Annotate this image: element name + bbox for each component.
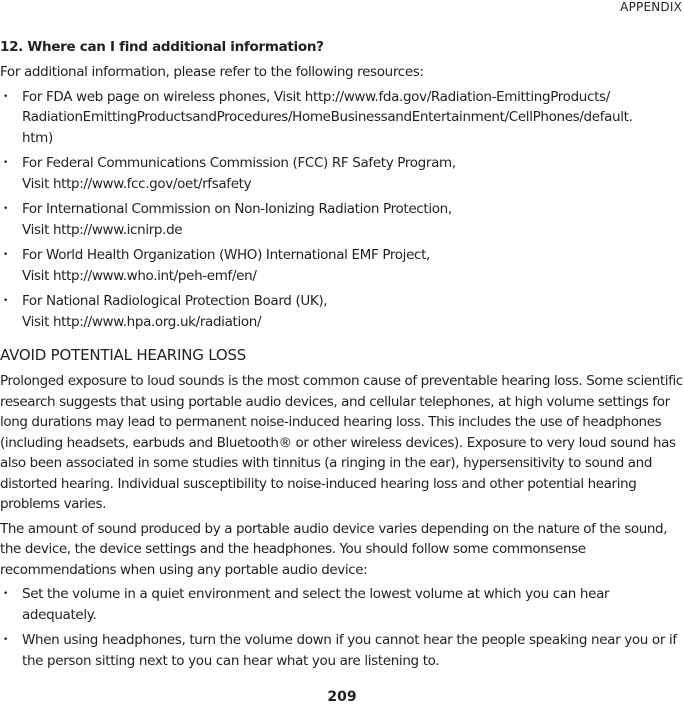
resource-line: Visit http://www.who.int/peh-emf/en/	[22, 267, 257, 284]
list-item	[0, 199, 684, 240]
list-item	[0, 245, 684, 286]
resource-line: For International Commission on Non-Ionizing Radiation Protection,	[22, 201, 452, 217]
resource-line: For National Radiological Protection Board (UK),	[22, 293, 328, 309]
faq-question-title: 12. Where can I find additional information?	[0, 39, 324, 55]
list-item	[0, 630, 684, 671]
list-item	[0, 87, 684, 149]
recommendation-text: Set the volume in a quiet environment and select the lowest volume at which you can hear adequately.	[22, 586, 610, 623]
page-content	[0, 37, 684, 676]
section-heading-hearing-loss: AVOID POTENTIAL HEARING LOSS	[0, 346, 247, 364]
list-item	[0, 584, 684, 625]
list-item	[0, 153, 684, 194]
faq-intro: For additional information, please refer to the following resources:	[0, 64, 424, 80]
resource-line: For World Health Organization (WHO) International EMF Project,	[22, 247, 431, 263]
recommendation-list	[0, 584, 684, 671]
page-number: 209	[327, 689, 357, 705]
bullet-icon: •	[3, 296, 8, 306]
bullet-icon: •	[3, 589, 8, 599]
resource-line: Visit http://www.fcc.gov/oet/rfsafety	[22, 175, 252, 192]
resource-line: Visit http://www.hpa.org.uk/radiation/	[22, 313, 262, 330]
bullet-icon: •	[3, 250, 8, 260]
running-header: APPENDIX	[620, 0, 682, 14]
resource-list	[0, 87, 684, 333]
resource-line: For FDA web page on wireless phones, Visit http://www.fda.gov/Radiation-EmittingProducts/	[22, 88, 610, 105]
hearing-paragraph: Prolonged exposure to loud sounds is the most common cause of preventable hearing loss. Some scientific research suggests that using portable audio devices, and cellular telephones, at high volume settings for long durations may lead to permanent noise-induced hearing loss. This includes the use of headphones (including headsets, earbuds and Bluetooth® or other wireless devices). Exposure to very loud sound has also been associated in some studies with tinnitus (a ringing in the ear), hypersensitivity to sound and distorted hearing. Individual susceptibility to noise-induced hearing loss and other potential hearing problems varies.	[0, 373, 683, 512]
bullet-icon: •	[3, 91, 8, 102]
bullet-icon: •	[3, 635, 8, 645]
resource-line: htm)	[22, 129, 53, 146]
list-item	[0, 291, 684, 332]
resource-line: Visit http://www.icnirp.de	[22, 221, 183, 238]
bullet-icon: •	[3, 158, 8, 168]
bullet-icon: •	[3, 204, 8, 214]
hearing-paragraph: The amount of sound produced by a portable audio device varies depending on the nature of the sound, the device, the device settings and the headphones. You should follow some commonsense recommendations when using any portable audio device:	[0, 520, 668, 578]
resource-line: For Federal Communications Commission (FCC) RF Safety Program,	[22, 155, 456, 171]
recommendation-text: When using headphones, turn the volume down if you cannot hear the people speaking near you or if the person sitting next to you can hear what you are listening to.	[22, 632, 677, 669]
resource-line: RadiationEmittingProductsandProcedures/HomeBusinessandEntertainment/CellPhones/default.	[22, 109, 633, 125]
